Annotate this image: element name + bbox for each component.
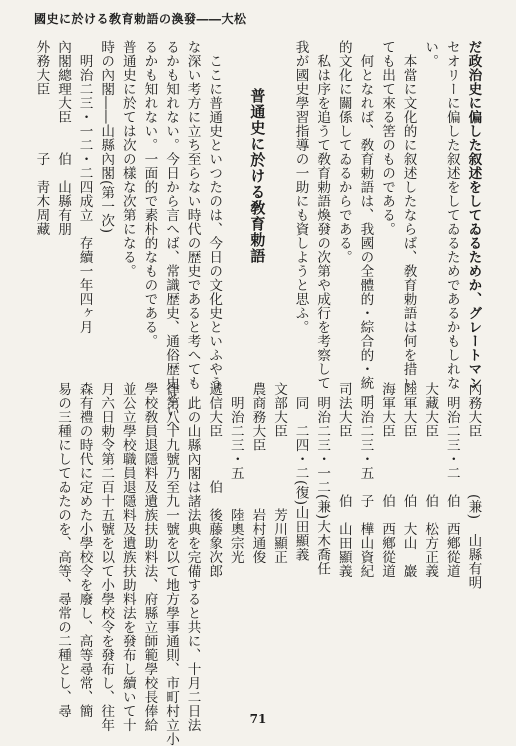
text-column: 並公立學校職員退隱料及遺族扶助料法を發布し續いて十 bbox=[119, 382, 136, 732]
text-column: 易の三種にしてゐたのを、高等、尋常の二種とし、尋 bbox=[55, 382, 71, 718]
text-column: だ政治史に偏した叙述をしてゐるためか、グレートマン bbox=[465, 40, 482, 390]
text-column: 海軍大臣 伯 西鄕從道 bbox=[379, 382, 395, 578]
text-column: 農商務大臣 岩村通俊 bbox=[249, 382, 266, 564]
text-column: 學校敎員退隱料及遺族扶助料法、府縣立師範學校長俸給 bbox=[141, 382, 158, 732]
text-column: 明治二三・五 子 樺山資紀 bbox=[357, 382, 374, 578]
text-column: るかも知れない。今日から言へば、常識歴史、通俗歴史といへ bbox=[163, 40, 179, 432]
text-column: い。 bbox=[422, 40, 439, 68]
text-column: ても出て來る筈のものである。 bbox=[379, 40, 395, 236]
text-column: 的文化に關係してゐるからである。 bbox=[335, 40, 352, 264]
text-column: 司法大臣 伯 山田顯義 bbox=[335, 382, 352, 578]
text-column: 月六日勅令第二百十五號を以て小學校令を發布し、往年 bbox=[98, 382, 115, 732]
text-column: 遞信大臣 伯 後藤象次郎 bbox=[206, 382, 223, 578]
text-column: 森有禮の時代に定めた小學校令を廢し、高等尋常、簡 bbox=[76, 382, 93, 718]
text-column: 此の山縣內閣は諸法典を完備すると共に、十月二日法 bbox=[184, 382, 201, 732]
text-column: 律第八十九號乃至九一號を以て地方學事通則、市町村立小 bbox=[163, 382, 179, 746]
text-column: 陸軍大臣 伯 大山 巖 bbox=[400, 382, 417, 578]
text-column: な深い考方に立ち至らない時代の歴史であると考へても bbox=[184, 40, 201, 390]
text-column: 普通史に於ける敎育勅語 bbox=[248, 40, 267, 264]
text-column: セオリーに偏した叙述をしてゐるためであるかもしれな bbox=[443, 40, 460, 390]
text-column: 時の內閣――山縣內閣(第一次) bbox=[98, 40, 115, 234]
text-column: 內務大臣 (兼) 山縣有明 bbox=[465, 382, 482, 590]
text-column: 明治二三・一二・二四成立 存續一年四ヶ月 bbox=[76, 40, 93, 334]
text-column: 大藏大臣 伯 松方正義 bbox=[422, 382, 439, 578]
text-column: 我が國史學習指導の一助にも資しようと思ふ。 bbox=[292, 40, 309, 334]
running-head: 國史に於ける敎育勅語の渙發――大松 bbox=[34, 12, 247, 26]
text-column: 外務大臣 子 靑木周藏 bbox=[33, 40, 50, 236]
text-column: 同 二四・二(復)山田顯義 bbox=[292, 382, 309, 562]
text-column: ここに普通史といつたのは、今日の文化史といふやう bbox=[206, 40, 223, 390]
text-column: 文部大臣 芳川顯正 bbox=[271, 382, 287, 564]
text-column: 本當に文化的に叙述したならば、敎育勅語は何を措い bbox=[400, 40, 417, 390]
text-column: 私は序を追うて敎育勅語煥發の次第や成行を考察して bbox=[314, 40, 331, 390]
section-divider bbox=[30, 366, 490, 367]
text-column: 明治二三・二 伯 西鄕從道 bbox=[443, 382, 460, 578]
text-column: 何となれば、敎育勅語は、我國の全體的・綜合的・統一 bbox=[357, 40, 374, 404]
text-column: 普通史に於ては次の樣な次第になる。 bbox=[119, 40, 136, 278]
text-column: 明治二三・五 陸奧宗光 bbox=[227, 382, 244, 564]
text-column: 明治二三・一二(兼)大木喬任 bbox=[314, 382, 331, 576]
text-column: 內閣總理大臣 伯 山縣有朋 bbox=[55, 40, 71, 236]
text-column: るかも知れない。一面的で素朴的なものである。 bbox=[141, 40, 158, 348]
page-number: 71 bbox=[249, 712, 267, 726]
